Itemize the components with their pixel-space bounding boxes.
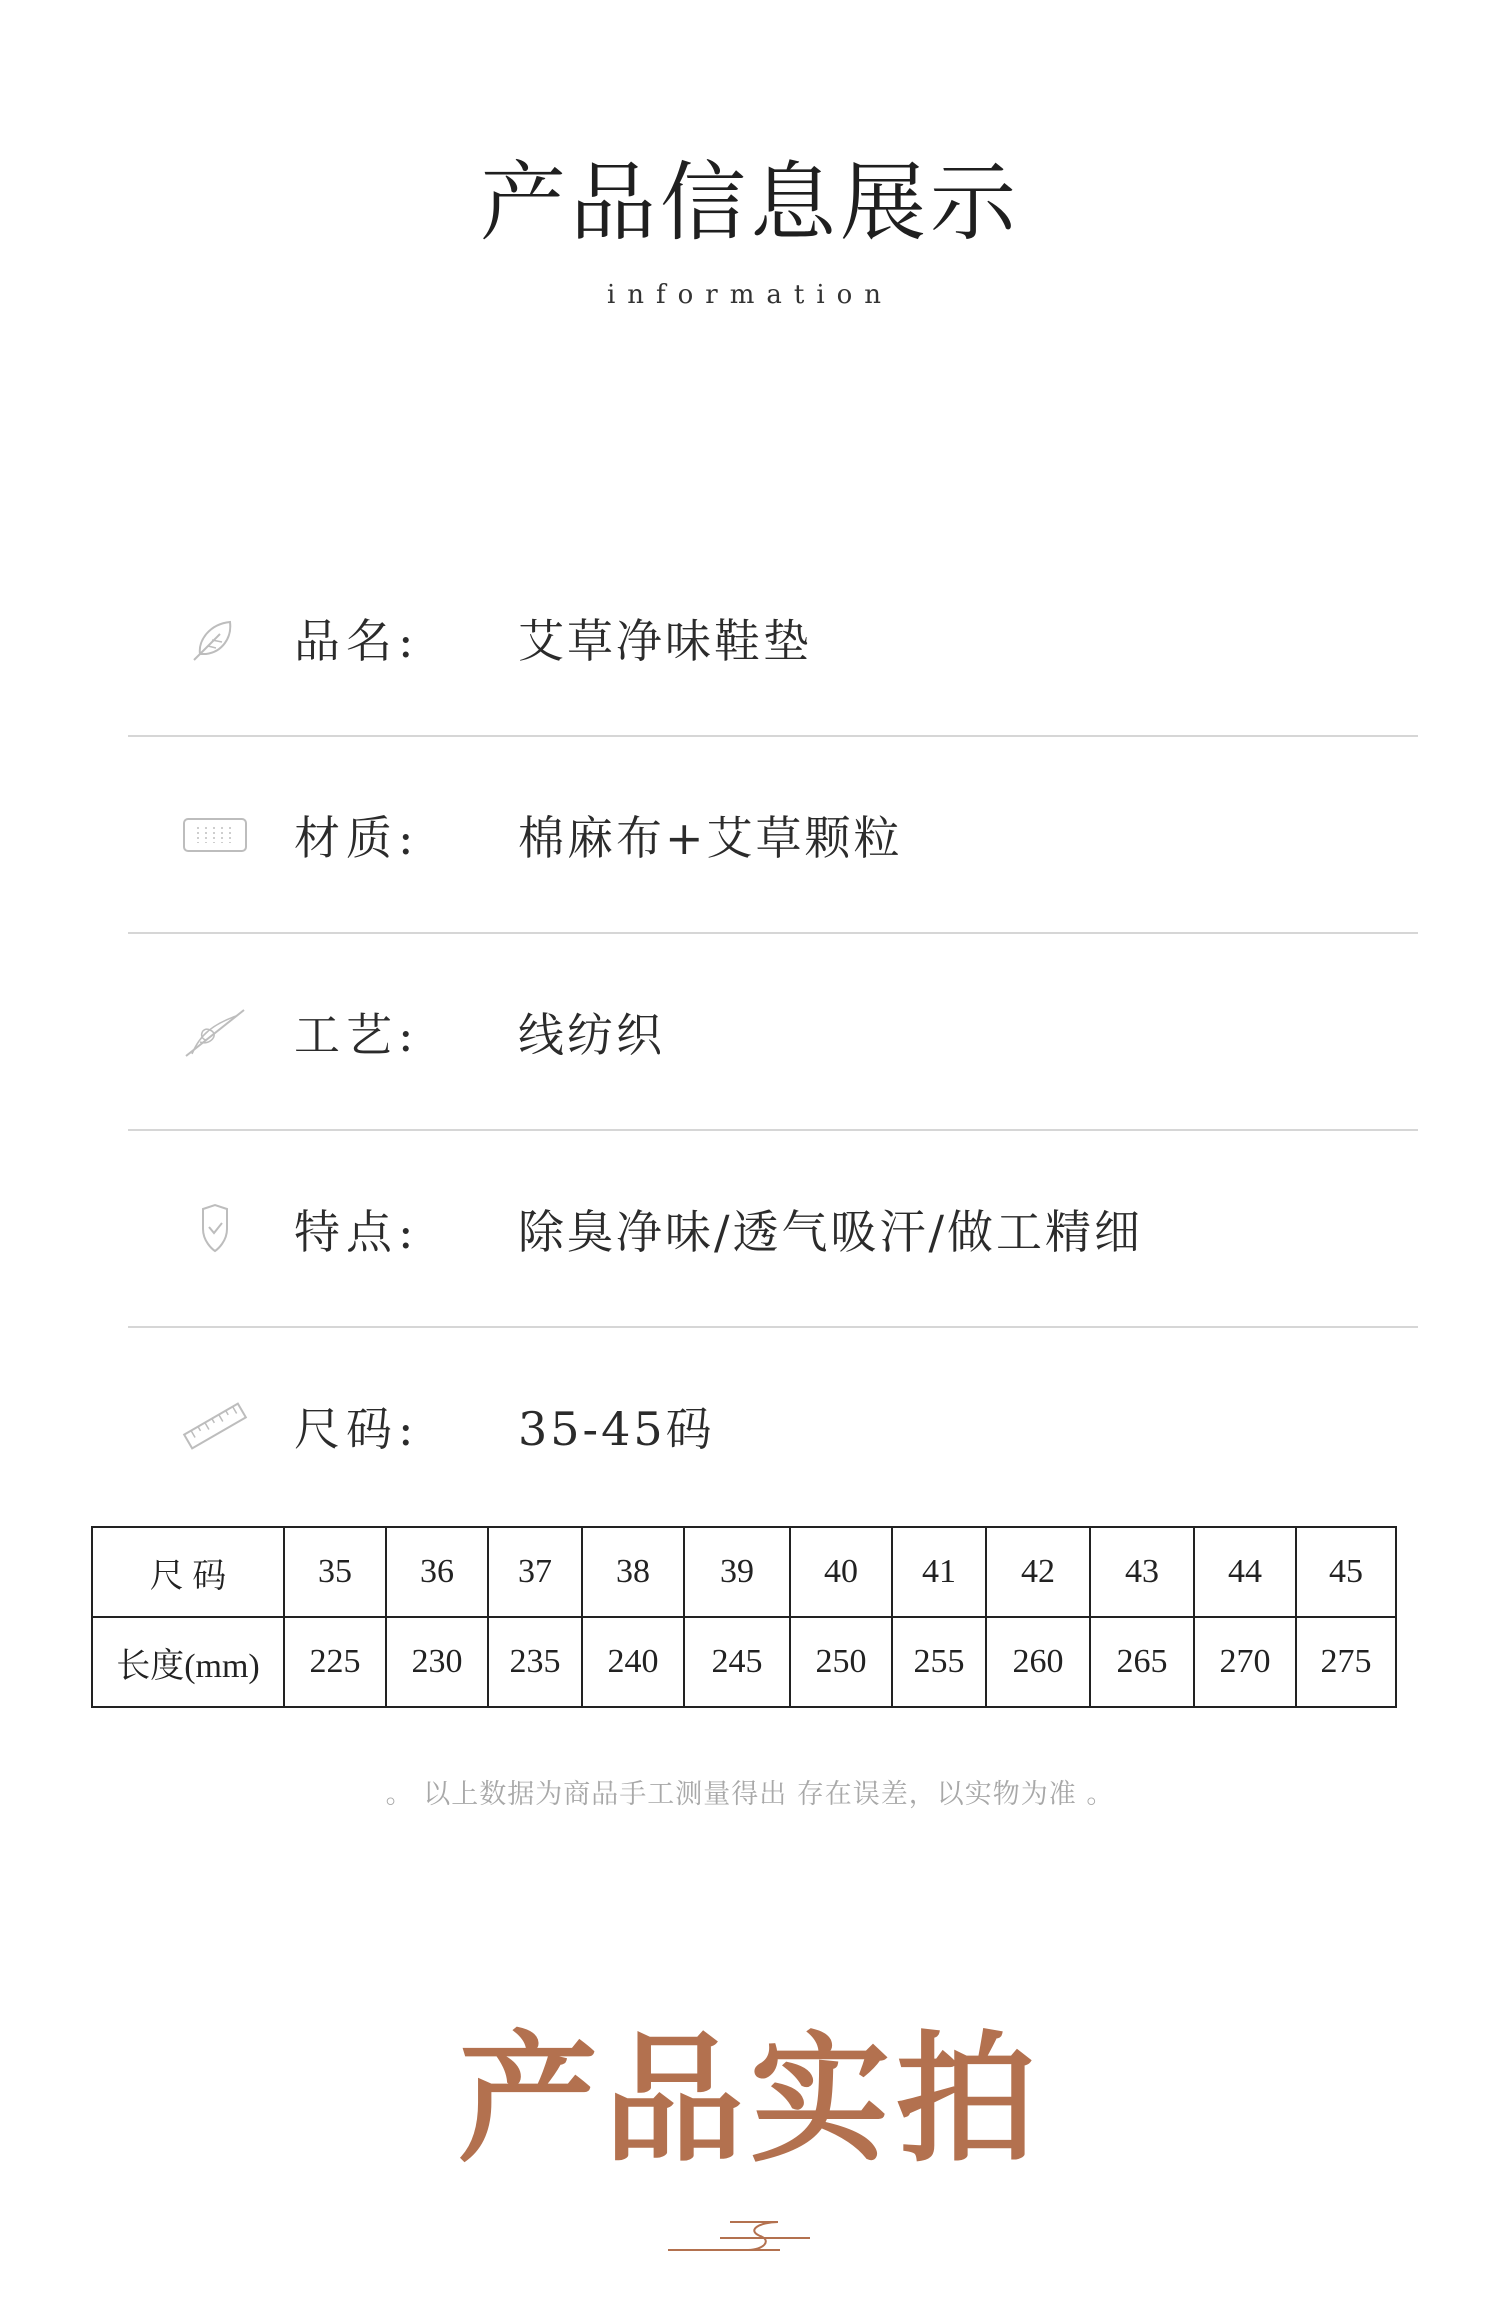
info-value: 艾草净味鞋垫 — [518, 613, 812, 668]
table-cell: 43 — [1090, 1527, 1194, 1617]
table-cell: 225 — [284, 1617, 386, 1707]
info-row-features — [128, 1131, 1418, 1326]
info-row-name — [128, 540, 1418, 735]
ruler-icon — [180, 1398, 250, 1454]
table-cell: 39 — [684, 1527, 790, 1617]
table-row — [92, 1617, 1396, 1707]
table-cell: 37 — [488, 1527, 582, 1617]
table-cell: 270 — [1194, 1617, 1296, 1707]
page-subtitle: information — [606, 280, 894, 310]
info-row-craft — [128, 934, 1418, 1129]
product-info-list — [128, 540, 1418, 1523]
table-cell: 240 — [582, 1617, 684, 1707]
table-cell: 265 — [1090, 1617, 1194, 1707]
info-label: 品名: — [294, 613, 420, 668]
table-header-cell: 长度(mm) — [92, 1617, 284, 1707]
table-header-cell: 尺 码 — [92, 1527, 284, 1617]
table-cell: 275 — [1296, 1617, 1396, 1707]
leaf-icon — [180, 610, 250, 666]
section-title: 产品实拍 — [457, 2018, 1042, 2182]
info-value: 除臭净味/透气吸汗/做工精细 — [518, 1204, 1143, 1259]
measurement-note: 。 以上数据为商品手工测量得出 存在误差，以实物为准 。 — [385, 1779, 1115, 1810]
info-value: 棉麻布+艾草颗粒 — [518, 810, 903, 865]
table-cell: 250 — [790, 1617, 892, 1707]
size-table — [91, 1526, 1397, 1708]
info-label: 特点: — [294, 1204, 420, 1259]
table-cell: 230 — [386, 1617, 488, 1707]
table-cell: 44 — [1194, 1527, 1296, 1617]
section-title-block — [0, 2018, 1500, 2182]
info-label: 工艺: — [294, 1007, 420, 1062]
shield-check-icon — [180, 1201, 250, 1257]
fabric-icon — [180, 807, 250, 863]
info-value: 线纺织 — [518, 1007, 665, 1062]
info-label: 材质: — [294, 810, 420, 865]
table-cell: 40 — [790, 1527, 892, 1617]
info-value: 35-45码 — [518, 1401, 715, 1456]
table-cell: 38 — [582, 1527, 684, 1617]
info-row-size — [128, 1328, 1418, 1523]
header — [0, 153, 1500, 310]
table-cell: 260 — [986, 1617, 1090, 1707]
table-cell: 35 — [284, 1527, 386, 1617]
info-row-material — [128, 737, 1418, 932]
table-cell: 41 — [892, 1527, 986, 1617]
table-cell: 36 — [386, 1527, 488, 1617]
table-cell: 42 — [986, 1527, 1090, 1617]
table-row — [92, 1527, 1396, 1617]
table-cell: 245 — [684, 1617, 790, 1707]
info-label: 尺码: — [294, 1401, 420, 1456]
table-cell: 255 — [892, 1617, 986, 1707]
page-title: 产品信息展示 — [480, 153, 1020, 253]
wave-ornament-icon — [660, 2210, 840, 2260]
needle-thread-icon — [180, 1004, 250, 1060]
table-cell: 235 — [488, 1617, 582, 1707]
table-cell: 45 — [1296, 1527, 1396, 1617]
